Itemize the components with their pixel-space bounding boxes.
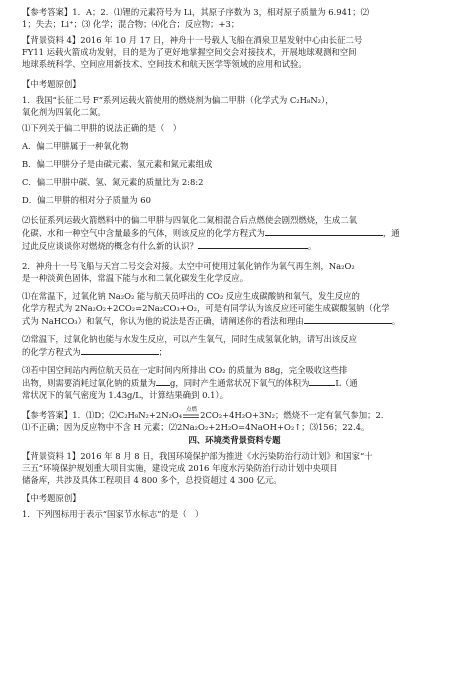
question-2 <box>22 260 447 401</box>
equals-sign-icon <box>182 413 200 419</box>
text: 2CO₂+4H₂O+3N₂；燃烧不一定有氧气参加；2． <box>200 410 390 420</box>
text: g，同时产生通常状况下氧气的体积为 <box>170 378 310 388</box>
section-label: 【中考题原创】 <box>22 493 81 503</box>
text: 过此反应谈谈你对燃烧的概念有什么新的认识？ <box>22 241 198 251</box>
option-d: D．偏二甲肼的相对分子质量为 60 <box>22 195 151 205</box>
background-material-1 <box>22 450 447 486</box>
sub-question: 化学方程式为 2Na₂O₂+2CO₂=2Na₂CO₃+O₂，可是有同学认为该反应还可能生成碳酸氢钠（化学 <box>22 303 390 313</box>
section-label: 【中考题原创】 <box>22 79 81 89</box>
sub-question: 常状况下的氧气密度为 1.43g/L，计算结果确到 0.1）。 <box>22 390 228 400</box>
text: 化碳、水和一种空气中含量最多的气体，则该反应的化学方程式为 <box>22 228 265 238</box>
text: 的化学方程式为 <box>22 347 81 357</box>
option-a: A．偏二甲肼属于一种氧化物 <box>22 141 129 151</box>
answer-blank[interactable] <box>198 239 308 249</box>
question-stem: 1．下列图标用于表示“国家节水标志”的是（ ） <box>22 509 204 519</box>
answer-line: 1；失去；Li⁺；⑶ 化学；混合物；⑷化合；反应物；+3； <box>22 19 240 29</box>
answer-line: 【参考答案】1．A；2．⑴锂的元素符号为 Li，其原子序数为 3，相对原子质量为 6.941；⑵ <box>22 7 369 17</box>
paragraph-line: 【背景资料 1】2016 年 8 月 8 日，我国环境保护部为推进《水污染防治行动计划》和国家“十 <box>22 451 373 461</box>
answer-blank[interactable] <box>304 314 392 324</box>
sub-question <box>22 314 447 327</box>
paragraph-line: 地球系统科学、空间应用新技术、空间技术和航天医学等领域的应用和试验。 <box>22 59 307 69</box>
question-stem: 是一种淡黄色固体，常温下能与水和二氧化碳发生化学反应。 <box>22 273 249 283</box>
answer-blank[interactable] <box>156 376 170 386</box>
answer-blank[interactable] <box>265 226 383 236</box>
text: 式为 NaHCO₃）和氧气，你认为他的说法是否正确，请阐述你的看法和理由 <box>22 316 304 326</box>
sub-question <box>22 376 447 389</box>
option-c: C．偏二甲肼中碳、氢、氮元素的质量比为 2:8:2 <box>22 177 204 187</box>
sub-question <box>22 239 447 252</box>
paragraph-line: 【背景资料 4】2016 年 10 月 17 日，神舟十一号载人飞船在酒泉卫星发射中心由长征二号 <box>22 35 363 45</box>
section-heading: 四、环境类背景资料专题 <box>188 435 281 445</box>
text: 出物，则需要消耗过氧化钠的质量为 <box>22 378 156 388</box>
sub-question: ⑴下列关于偏二甲肼的说法正确的是（ ） <box>22 123 182 133</box>
paragraph-line: 储备库，共涉及具体工程项目 4 800 多个，总投资超过 4 300 亿元。 <box>22 475 282 485</box>
text: 。 <box>391 316 401 326</box>
answer-line: ⑴不正确；因为反应物中不含 H 元素；⑵2Na₂O₂+2H₂O=4NaOH+O₂↑；⑶156；22.4。 <box>22 422 370 432</box>
sub-question <box>22 345 447 358</box>
reaction-arrow <box>182 406 200 419</box>
sub-question: ⑵常温下，过氧化钠也能与水发生反应，可以产生氧气，同时生成氢氧化钠，请写出该反应 <box>22 334 357 344</box>
paragraph-line: 三五”环境保护规划重大项目实施，建设完成 2016 年度水污染防治行动计划中央项目 <box>22 463 338 473</box>
answer-blank[interactable] <box>309 376 335 386</box>
text: ； <box>158 347 167 357</box>
document-page <box>22 6 447 520</box>
answer-block-1 <box>22 6 447 30</box>
sub-question: ⑵长征系列运载火箭燃料中的偏二甲肼与四氧化二氮相混合后点燃使会剧烈燃烧，生成二氧 <box>22 215 357 225</box>
question-1 <box>22 94 447 252</box>
text: ，通 <box>382 228 400 238</box>
sub-question: ⑶若中国空间站内两位航天员在一定时间内所排出 CO₂ 的质量为 88g，完全吸收这些排 <box>22 365 348 375</box>
option-b: B．偏二甲肼分子是由碳元素、氢元素和氮元素组成 <box>22 159 213 169</box>
question-stem: 1．我国“长征二号 F”系列运载火箭使用的燃烧剂为偏二甲肼（化学式为 C₂H₈N₂）， <box>22 95 334 105</box>
question-stem: 氧化剂为四氧化二氮。 <box>22 107 106 117</box>
sub-question <box>22 226 447 239</box>
text: 。 <box>307 241 317 251</box>
answer-blank[interactable] <box>81 345 159 355</box>
reaction-condition: 点燃 <box>186 406 198 413</box>
answer-block-2 <box>22 406 447 433</box>
background-material-4 <box>22 34 447 70</box>
question-stem: 2．神舟十一号飞船与天宫二号交会对接。太空中可使用过氧化钠作为氧气再生剂，Na₂O₂ <box>22 261 355 271</box>
text: L（通 <box>335 378 358 388</box>
answer-line <box>22 406 447 421</box>
paragraph-line: FY11 运载火箭成功发射，目的是为了更好地掌握空间交会对接技术，开展地球观测和空间 <box>22 47 357 57</box>
text: 【参考答案】1．⑴D；⑵C₂H₈N₂+2N₂O₄ <box>22 410 183 420</box>
sub-question: ⑴在常温下，过氧化钠 Na₂O₂ 能与航天员呼出的 CO₂ 反应生成碳酸钠和氧气，发生反应的 <box>22 291 360 301</box>
